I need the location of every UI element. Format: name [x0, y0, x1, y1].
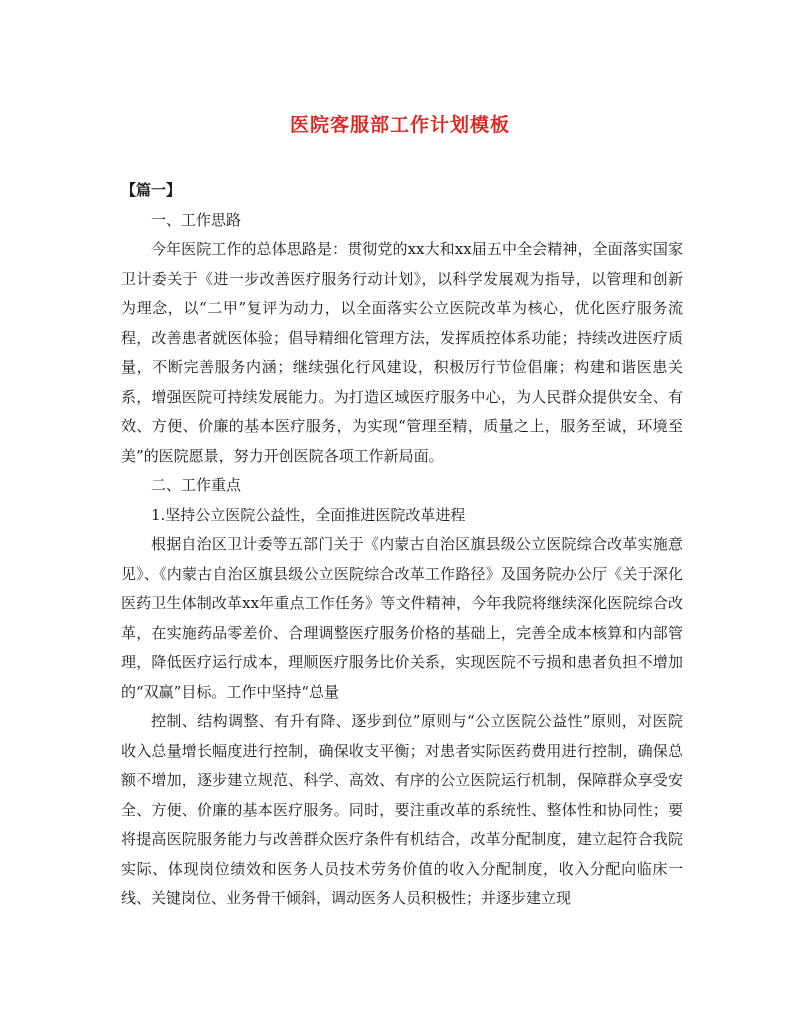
document-body — [121, 176, 683, 914]
paragraph-control: 控制、结构调整、有升有降、逐步到位”原则与“公立医院公益性”原则，对医院收入总量增长幅度进行控制，确保收支平衡；对患者实际医药费用进行控制，确保总额不增加，逐步建立规范、科学、高效、有序的公立医院运行机制，保障群众享受安全、方便、价廉的基本医疗服务。同时，要注重改革的系统性、整体性和协同性；要将提高医院服务能力与改善群众医疗条件有机结合，改革分配制度，建立起符合我院实际、体现岗位绩效和医务人员技术劳务价值的收入分配制度，收入分配向临床一线、关键岗位、业务骨干倾斜，调动医务人员积极性；并逐步建立现 — [121, 712, 683, 907]
subheading-public-welfare: 1.坚持公立医院公益性，全面推进医院改革进程 — [151, 505, 466, 524]
heading-work-focus: 二、工作重点 — [151, 476, 242, 494]
paragraph-reform: 根据自治区卫计委等五部门关于《内蒙古自治区旗县级公立医院综合改革实施意见》、《内蒙古自治区旗县级公立医院综合改革工作路径》及国务院办公厅《关于深化医药卫生体制改革xx年重点工作任务》等文件精神，今年我院将继续深化医院综合改革，在实施药品零差价、合理调整医疗服务价格的基础上，完善全成本核算和内部管理，降低医疗运行成本，理顺医疗服务比价关系，实现医院不亏损和患者负担不增加的“双赢”目标。工作中坚持“总量 — [121, 535, 683, 701]
section-label: 【篇一】 — [121, 181, 182, 199]
heading-work-approach: 一、工作思路 — [151, 210, 242, 229]
document-title: 医院客服部工作计划模板 — [289, 114, 510, 136]
paragraph-approach: 今年医院工作的总体思路是：贯彻党的xx大和xx届五中全会精神，全面落实国家卫计委关于《进一步改善医疗服务行动计划》，以科学发展观为指导，以管理和创新为理念，以“二甲”复评为动力，以全面落实公立医院改革为核心，优化医疗服务流程，改善患者就医体验；倡导精细化管理方法，发挥质控体系功能；持续改进医疗质量，不断完善服务内涵；继续强化行风建设，积极厉行节俭倡廉；构建和谐医患关系，增强医院可持续发展能力。为打造区域医疗服务中心，为人民群众提供安全、有效、方便、价廉的基本医疗服务，为实现“管理至精，质量之上，服务至诚，环境至美”的医院愿景，努力开创医院各项工作新局面。 — [121, 240, 683, 465]
